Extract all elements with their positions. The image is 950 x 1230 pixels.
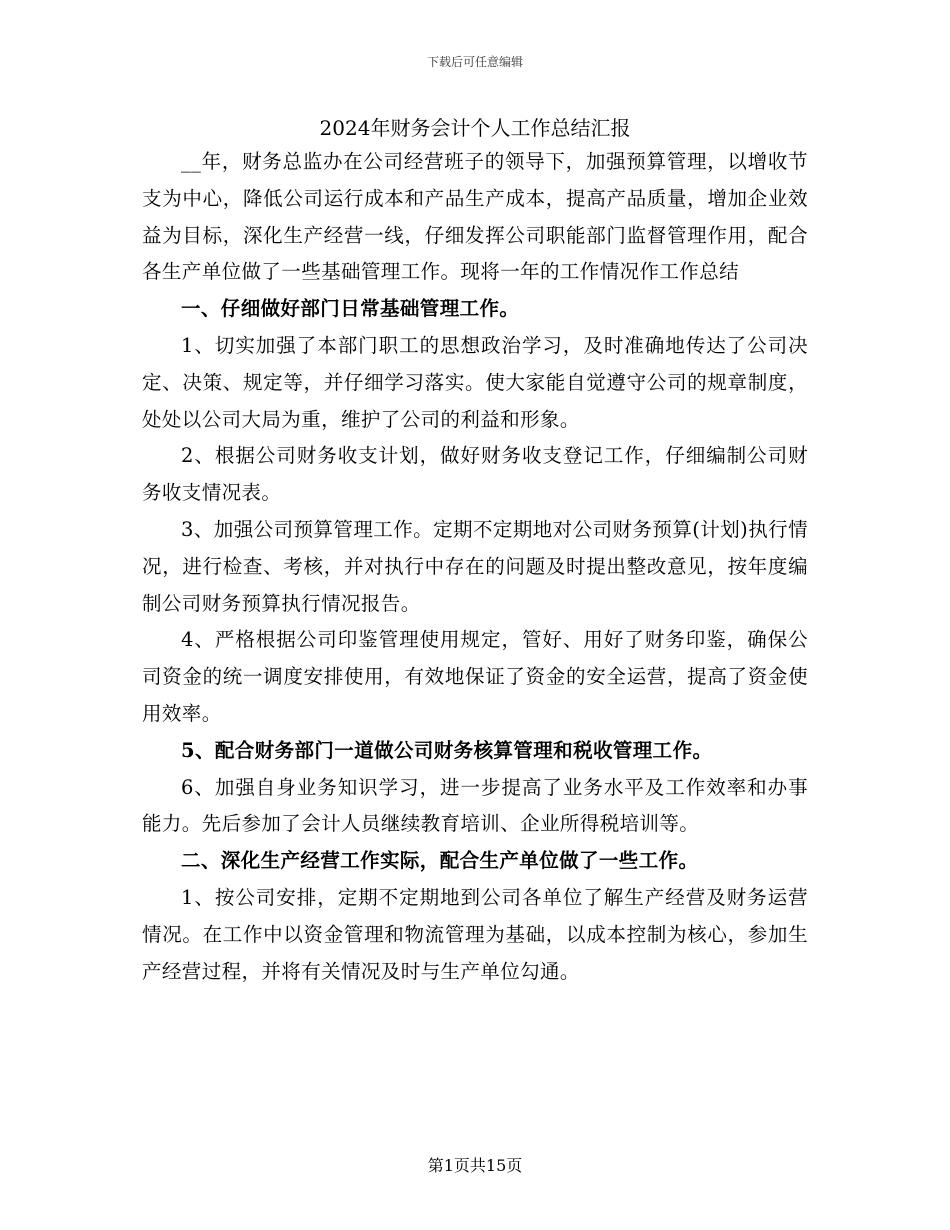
section-heading-2: 二、深化生产经营工作实际，配合生产单位做了一些工作。	[181, 849, 699, 873]
document-body	[142, 112, 808, 990]
section-heading-1: 一、仔细做好部门日常基础管理工作。	[181, 297, 520, 321]
document-title: 2024年财务会计个人工作总结汇报	[319, 116, 631, 140]
list-item: 4、严格根据公司印鉴管理使用规定，管好、用好了财务印鉴，确保公司资金的统一调度安排使用，有效地保证了资金的安全运营，提高了资金使用效率。	[142, 628, 808, 725]
list-item: 2、根据公司财务收支计划，做好财务收支登记工作，仔细编制公司财务收支情况表。	[142, 444, 808, 505]
page-footer: 第1页共15页	[427, 1156, 523, 1175]
intro-paragraph: __年，财务总监办在公司经营班子的领导下，加强预算管理，以增收节支为中心，降低公司运行成本和产品生产成本，提高产品质量，增加企业效益为目标，深化生产经营一线，仔细发挥公司职能部门监督管理作用，配合各生产单位做了一些基础管理工作。现将一年的工作情况作工作总结	[142, 150, 808, 284]
list-item: 3、加强公司预算管理工作。定期不定期地对公司财务预算(计划)执行情况，进行检查、考核，并对执行中存在的问题及时提出整改意见，按年度编制公司财务预算执行情况报告。	[142, 517, 808, 615]
list-item: 1、切实加强了本部门职工的思想政治学习，及时准确地传达了公司决定、决策、规定等，并仔细学习落实。使大家能自觉遵守公司的规章制度，处处以公司大局为重，维护了公司的利益和形象。	[142, 333, 808, 431]
page-header: 下载后可任意编辑	[426, 55, 523, 69]
list-item: 6、加强自身业务知识学习，进一步提高了业务水平及工作效率和办事能力。先后参加了会计人员继续教育培训、企业所得税培训等。	[142, 775, 808, 836]
bold-list-item: 5、配合财务部门一道做公司财务核算管理和税收管理工作。	[181, 738, 713, 762]
list-item: 1、按公司安排，定期不定期地到公司各单位了解生产经营及财务运营情况。在工作中以资金管理和物流管理为基础，以成本控制为核心，参加生产经营过程，并将有关情况及时与生产单位勾通。	[142, 885, 808, 983]
